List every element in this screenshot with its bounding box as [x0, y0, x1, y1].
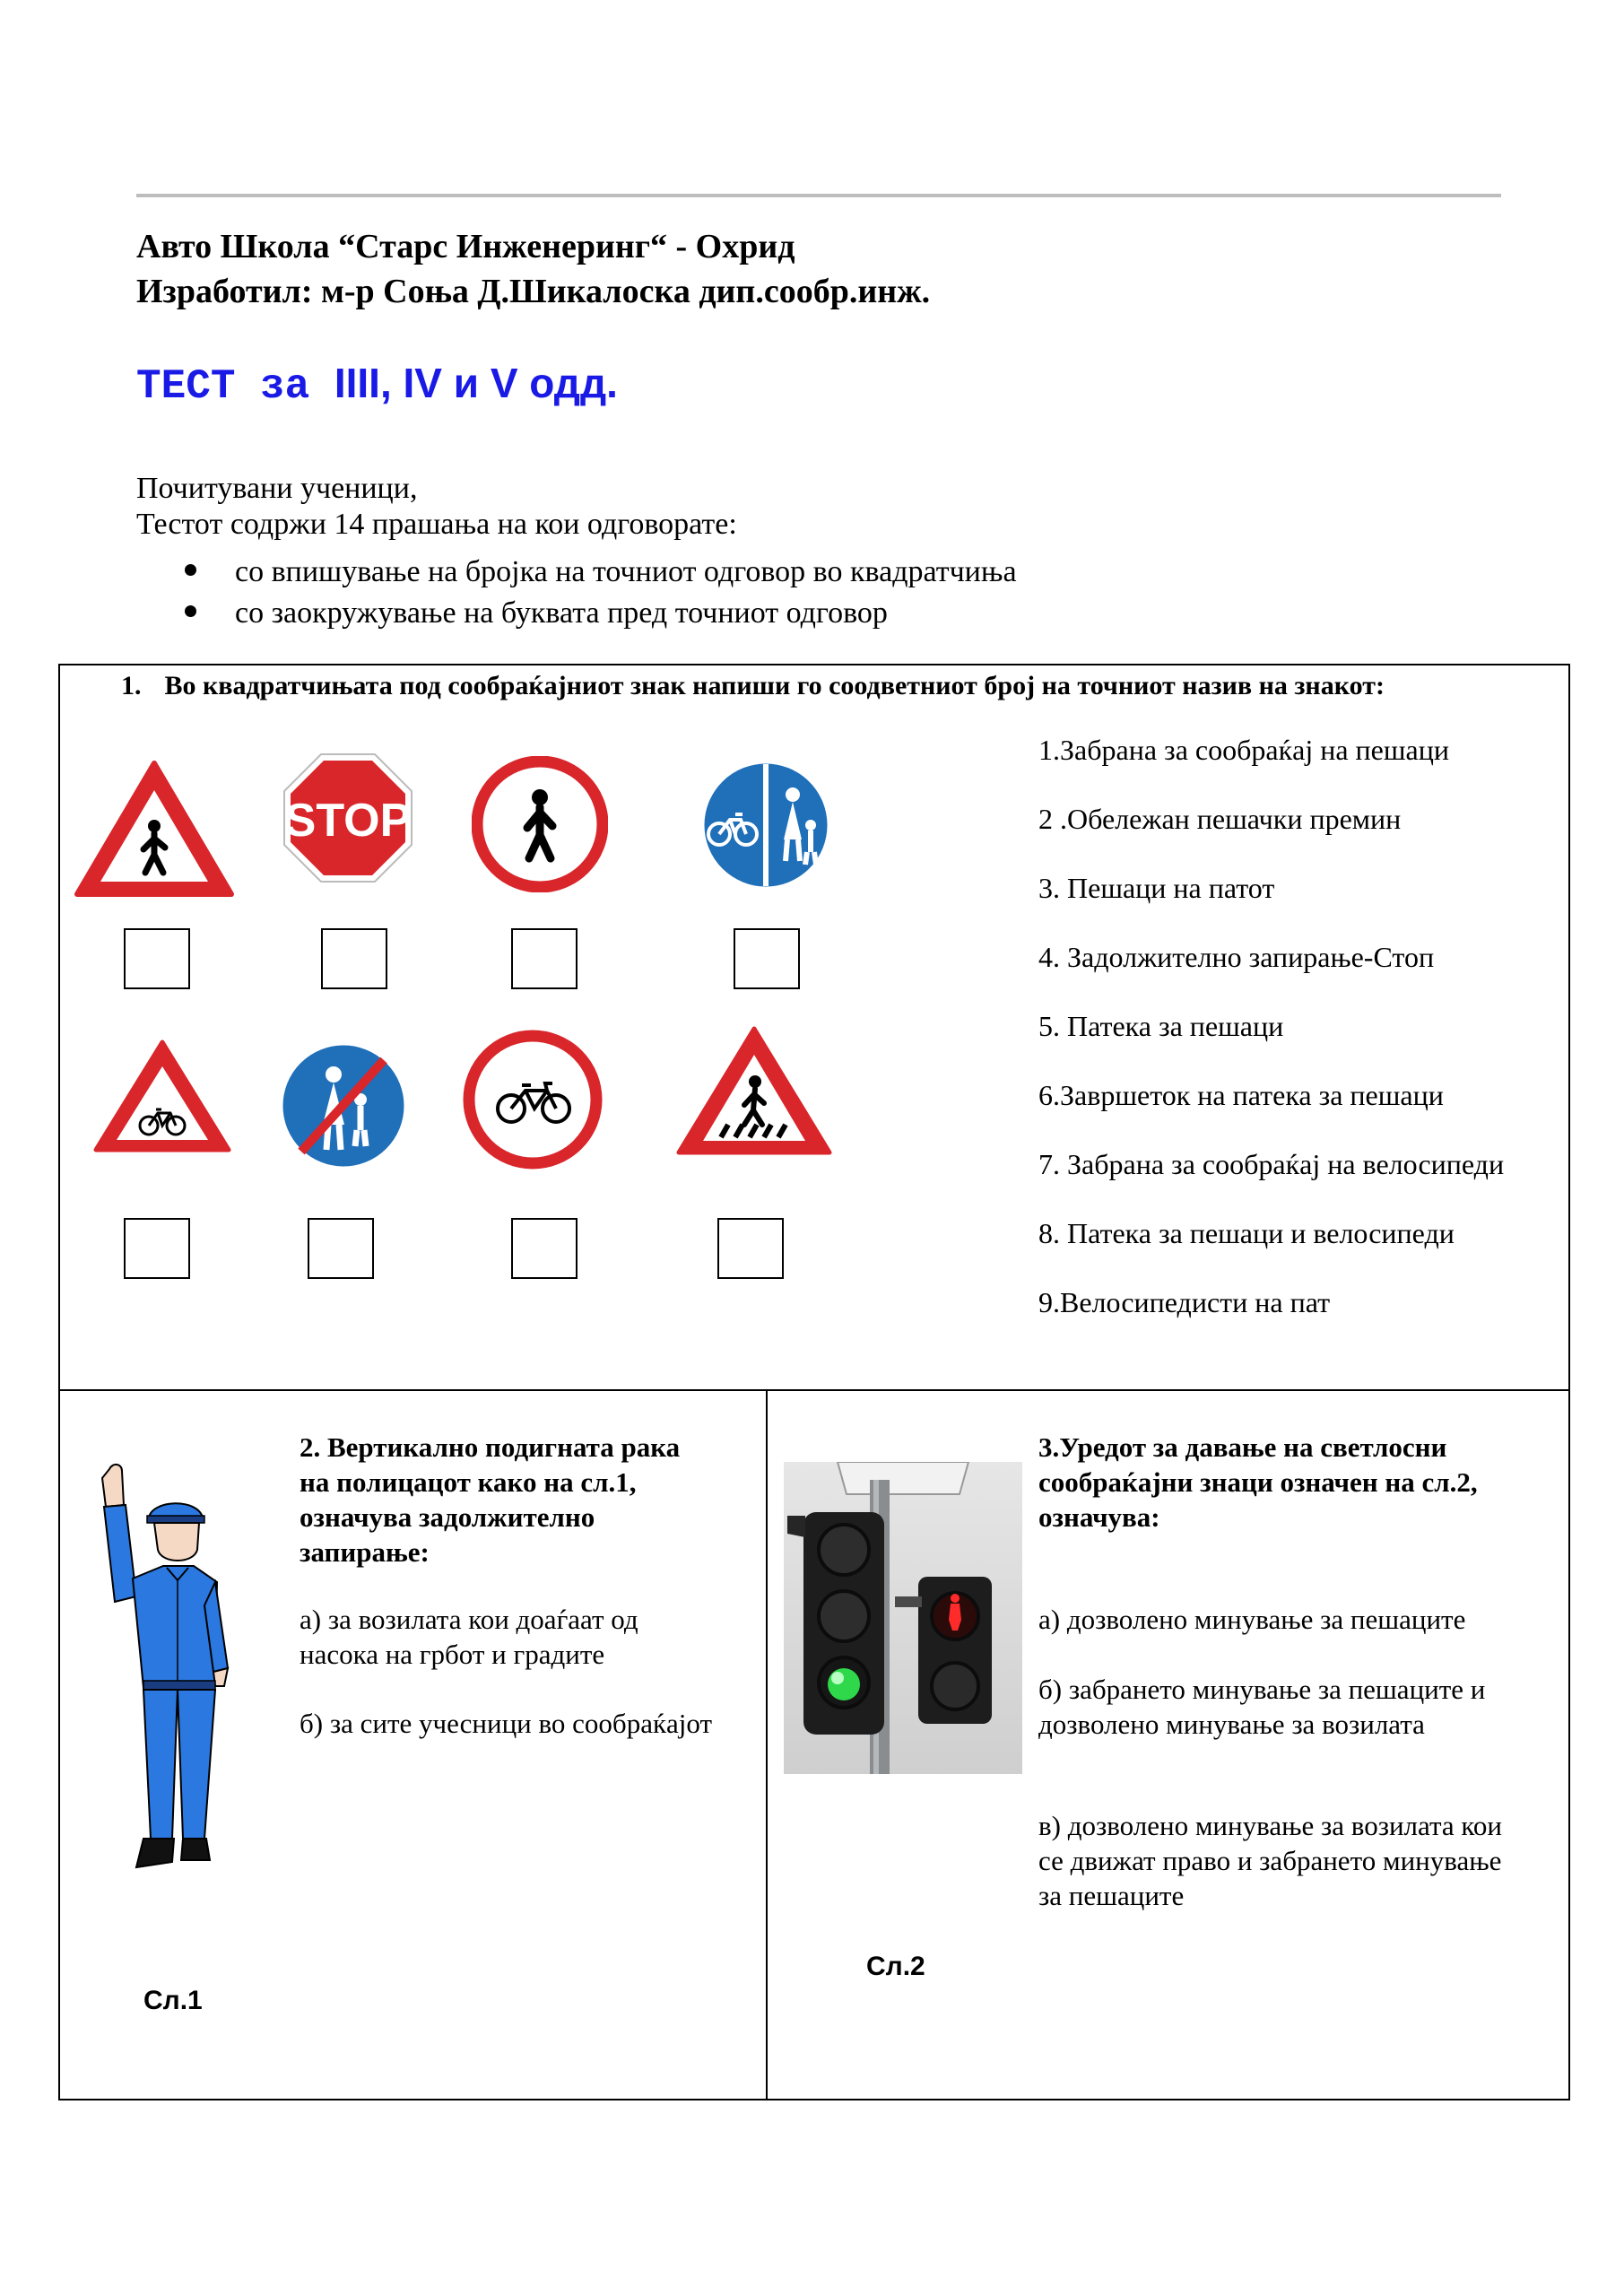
figure-1-label: Сл.1 — [143, 1986, 203, 2015]
pedestrian-and-cycle-path-sign-icon — [699, 759, 832, 891]
intro-text: Тестот содржи 14 прашања на кои одговорате: — [136, 508, 737, 541]
sign-option: 2 .Обележан пешачки премин — [1038, 803, 1402, 835]
test-title-part1: ТЕСТ за — [136, 363, 334, 410]
question-1-title: 1. Во квадратчињата под сообраќајниот знак напиши го соодветниот број на точниот назив на знакот: — [121, 671, 1385, 700]
no-pedestrians-sign-icon — [472, 756, 608, 892]
question-2-option-b[interactable]: б) за сите учесници во сообраќајот — [300, 1708, 713, 1739]
sign-option: 7. Забрана за сообраќај на велосипеди — [1038, 1148, 1505, 1180]
instruction-list — [185, 552, 1017, 634]
question-2-text: 2. Вертикално подигната рака на полицацот како на сл.1, означува задолжително запирање: — [300, 1431, 681, 1568]
sign-option: 6.Завршеток на патека за пешаци — [1038, 1079, 1444, 1111]
end-of-pedestrian-path-sign-icon — [278, 1040, 409, 1171]
intro — [136, 471, 737, 543]
sign-option: 3. Пешаци на патот — [1038, 872, 1275, 904]
column-divider — [766, 1389, 768, 2100]
sign-option: 9.Велосипедисти на пат — [1038, 1286, 1331, 1318]
sign-option: 5. Патека за пешаци — [1038, 1010, 1284, 1042]
header-divider — [136, 194, 1501, 197]
pedestrian-crossing-triangle-icon — [674, 1024, 834, 1157]
answer-box[interactable] — [124, 1218, 190, 1279]
answer-box[interactable] — [308, 1218, 374, 1279]
cyclists-warning-triangle-icon — [91, 1038, 233, 1154]
pedestrian-warning-triangle-icon — [72, 758, 237, 900]
answer-box[interactable] — [734, 928, 800, 989]
policeman-figure-icon — [90, 1462, 233, 1879]
instruction-item: со впишување на бројка на точниот одговор во квадратчиња — [185, 552, 1017, 593]
answer-box[interactable] — [124, 928, 190, 989]
bullet-icon — [185, 605, 196, 617]
figure-2-label: Сл.2 — [866, 1952, 925, 1981]
question-3-option-c[interactable]: в) дозволено минување за возилата кои се движат право и забрането минување за пешаците — [1038, 1810, 1502, 1911]
author-line: Изработил: м-р Соња Д.Шикалоска дип.сообр.инж. — [136, 273, 931, 310]
bullet-icon — [185, 564, 196, 576]
answer-box[interactable] — [511, 1218, 578, 1279]
sign-option: 1.Забрана за сообраќај на пешаци — [1038, 734, 1449, 766]
traffic-light-photo-icon — [784, 1462, 1022, 1774]
question-2-option-a[interactable]: а) за возилата кои доаѓаат од насока на грбот и градите — [300, 1604, 638, 1670]
test-title-part2: IIII, IV и V одд. — [334, 360, 618, 406]
school-name: Авто Школа “Старс Инженеринг“ - Охрид — [136, 228, 795, 265]
question-3-option-a[interactable]: а) дозволено минување за пешаците — [1038, 1604, 1466, 1635]
question-3-text: 3.Уредот за давање на светлосни сообраќајни знаци означен на сл.2, означува: — [1038, 1431, 1478, 1533]
sign-option: 8. Патека за пешаци и велосипеди — [1038, 1217, 1455, 1249]
test-title — [136, 359, 618, 410]
question-3-option-b[interactable]: б) забрането минување за пешаците и дозволено минување за возилата — [1038, 1674, 1486, 1740]
intro-greeting: Почитувани ученици, — [136, 472, 418, 505]
stop-sign-icon — [282, 752, 414, 884]
answer-box[interactable] — [717, 1218, 784, 1279]
instruction-item: со заокружување на буквата пред точниот одговор — [185, 593, 1017, 634]
sign-option: 4. Задолжително запирање-Стоп — [1038, 941, 1435, 973]
no-bicycles-sign-icon — [463, 1030, 603, 1170]
answer-box[interactable] — [321, 928, 387, 989]
svg-text:STOP: STOP — [284, 795, 412, 847]
answer-box[interactable] — [511, 928, 578, 989]
